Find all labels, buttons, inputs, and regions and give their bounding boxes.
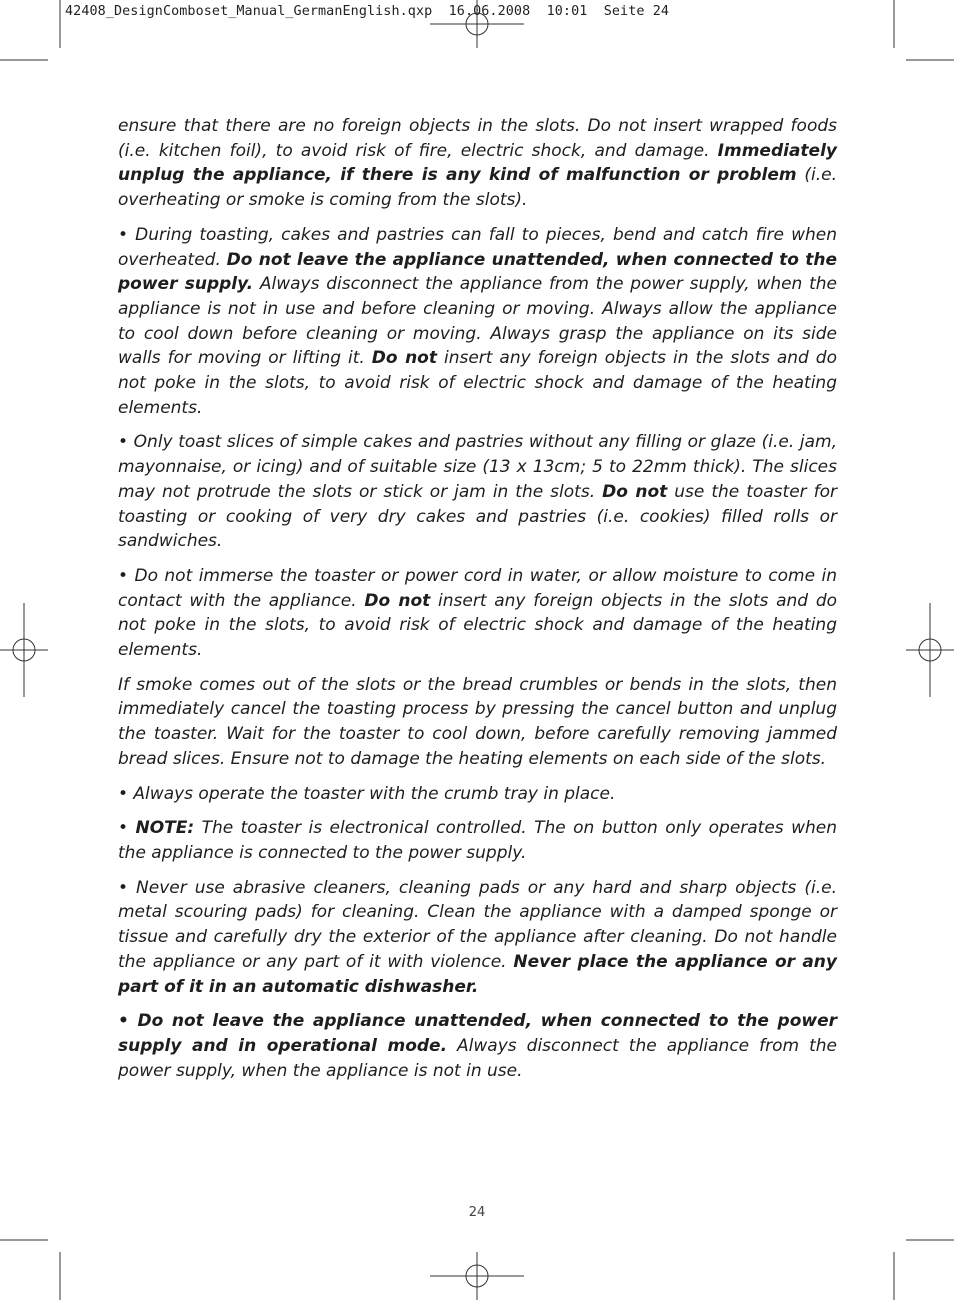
text: ensure that there are no foreign objects in the slots. Do not insert wrapped foods (i.e. kitchen foil), to avoid risk of fire, electric shock, and damage. xyxy=(118,116,837,161)
bold-warning: • Do not leave the appliance unattended, when connected to the power supply and in operational mode. xyxy=(118,1011,837,1056)
registration-mark-right xyxy=(906,603,954,697)
paragraph-4 xyxy=(118,564,837,663)
text: Always disconnect the appliance from the power supply, when the appliance is not in use and before cleaning or moving. Always allow the appliance to cool down before cleaning or moving. Always grasp the appliance on its side walls for moving or lifting it. xyxy=(118,274,837,369)
bold-warning: Do not xyxy=(602,481,668,502)
text: • During toasting, cakes and pastries can fall to pieces, bend and catch fire when overheated. xyxy=(118,224,837,270)
paragraph-3 xyxy=(118,430,837,554)
text: • Only toast slices of simple cakes and pastries without any filling or glaze (i.e. jam, mayonnaise, or icing) and of suitable size (13 x 13cm; 5 to 22mm thick). The slices may not protrude the slots or stick or jam in the slots. xyxy=(118,432,837,502)
slug-seite-label: Seite xyxy=(603,4,645,19)
bold-warning: Never place the appliance or any part of it in an automatic dishwasher. xyxy=(118,951,837,997)
slug-date: 16.06.2008 xyxy=(448,4,531,19)
bold-warning: Immediately unplug the appliance, if there is any kind of malfunction or problem xyxy=(118,140,837,186)
text: insert any foreign objects in the slots and do not poke in the slots, to avoid risk of electric shock and damage of the heating elements. xyxy=(118,348,837,418)
text: • Never use abrasive cleaners, cleaning pads or any hard and sharp objects (i.e. metal scouring pads) for cleaning. Clean the appliance with a damped sponge or tissue and carefully dry the exterior of the appliance after cleaning. Do not handle the appliance or any part of it with violence. xyxy=(118,877,837,972)
paragraph-2 xyxy=(118,223,837,421)
slug-file: 42408_DesignComboset_Manual_GermanEnglish.qxp xyxy=(65,4,433,19)
text: • Always operate the toaster with the crumb tray in place. xyxy=(118,783,616,804)
bold-warning: Do not xyxy=(371,348,437,369)
registration-mark-left xyxy=(0,603,48,697)
paragraph-9 xyxy=(118,1009,837,1083)
manual-body xyxy=(118,114,837,1093)
slug-time: 10:01 xyxy=(546,4,588,19)
text: (i.e. overheating or smoke is coming from the slots). xyxy=(118,165,838,211)
slug-seite-number: 24 xyxy=(652,4,670,19)
paragraph-8 xyxy=(118,876,837,1000)
text: • xyxy=(118,818,136,839)
paragraph-1 xyxy=(118,114,837,213)
registration-mark-bottom xyxy=(430,1252,524,1300)
print-slug xyxy=(65,4,669,19)
text: insert any foreign objects in the slots and do not poke in the slots, to avoid risk of electric shock and damage of the heating elements. xyxy=(118,590,838,661)
bold-note-label: NOTE: xyxy=(135,818,195,839)
text: Always disconnect the appliance from the power supply, when the appliance is not in use. xyxy=(118,1035,837,1081)
bold-warning: Do not xyxy=(364,590,431,611)
bold-warning: Do not leave the appliance unattended, when connected to the power supply. xyxy=(118,249,837,295)
paragraph-5 xyxy=(118,673,837,772)
text: If smoke comes out of the slots or the bread crumbles or bends in the slots, then immediately cancel the toasting process by pressing the cancel button and unplug the toaster. Wait for the toaster to cool down, before carefully removing jammed bread slices. Ensure not to damage the heating elements on each side of the slots. xyxy=(118,674,837,769)
text: The toaster is electronical controlled. The on button only operates when the appliance is connected to the power supply. xyxy=(118,818,838,863)
paragraph-7 xyxy=(118,816,837,865)
text: use the toaster for toasting or cooking of very dry cakes and pastries (i.e. cookies) filled rolls or sandwiches. xyxy=(118,481,838,552)
page-number: 24 xyxy=(468,1205,486,1220)
paragraph-6 xyxy=(118,782,837,807)
text: • Do not immerse the toaster or power cord in water, or allow moisture to come in contact with the appliance. xyxy=(118,565,837,611)
